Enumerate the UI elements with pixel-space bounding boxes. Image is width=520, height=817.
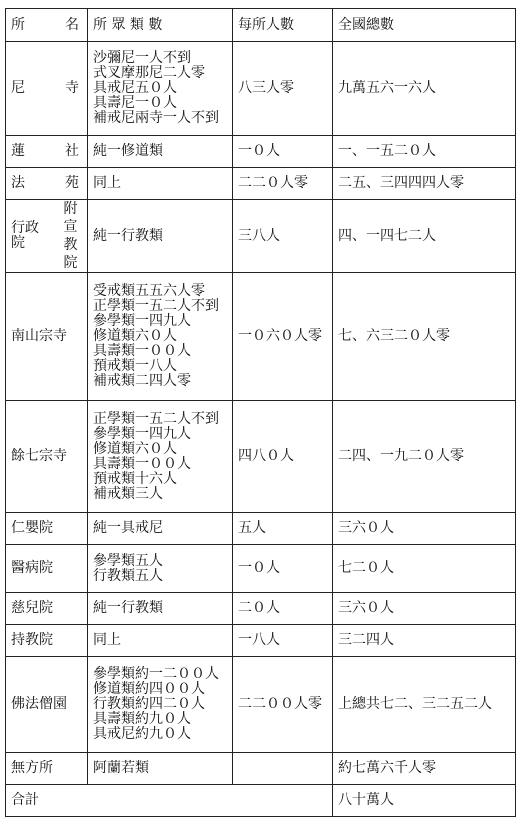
national-total-cell: 二四、一九二０人零 (333, 401, 516, 513)
category-line: 受戒類五五六人零 (93, 283, 205, 299)
category-cell (88, 593, 233, 625)
table-body (6, 9, 516, 817)
category-line: 參學類五人 (93, 552, 163, 569)
category-cell (88, 200, 233, 273)
per-site-cell: 四八０人 (233, 401, 333, 513)
national-total-cell: 三二四人 (333, 625, 516, 657)
category-line: 補戒尼兩寺一人不到 (93, 110, 219, 126)
national-total-cell: 約七萬六千人零 (333, 753, 516, 785)
site-name: 行政院 (11, 220, 39, 251)
category-line: 正學類一五二人不到 (93, 298, 219, 314)
category-line: 修道類六０人 (93, 440, 177, 457)
category-line: 行教類約四二０人 (93, 696, 205, 712)
site-name-cell: 佛法僧園 (6, 657, 88, 753)
table-row (6, 625, 516, 657)
national-total-cell: 九萬五六一六人 (333, 42, 516, 136)
table-row (6, 273, 516, 401)
national-total-cell: 三六０人 (333, 513, 516, 545)
per-site-cell: 一０人 (233, 136, 333, 168)
category-line: 具壽尼一０人 (93, 95, 177, 111)
per-site-cell: 八三人零 (233, 42, 333, 136)
category-cell (88, 657, 233, 753)
category-line: 具壽類約九０人 (93, 711, 191, 727)
per-site-cell: 二二０人零 (233, 168, 333, 200)
category-cell (88, 513, 233, 545)
note-bottom: 教院 (63, 237, 78, 271)
note-top: 附宣 (63, 201, 78, 235)
header-per-site: 每所人數 (233, 9, 333, 42)
category-line: 同上 (93, 632, 121, 648)
header-row (6, 9, 516, 42)
category-line: 式叉摩那尼二人零 (93, 65, 205, 81)
category-line: 補戒類三人 (93, 485, 163, 502)
national-total-cell: 七二０人 (333, 545, 516, 593)
table-row (6, 168, 516, 200)
site-name: 法 苑 (11, 175, 79, 191)
table-row (6, 401, 516, 513)
category-line: 具戒尼約九０人 (93, 726, 191, 742)
site-name-note (50, 200, 88, 272)
category-line: 同上 (93, 175, 121, 191)
table-row (6, 753, 516, 785)
site-name: 蓮 社 (11, 143, 79, 159)
category-line: 補戒類二四人零 (93, 373, 191, 389)
per-site-cell: 一０人 (233, 545, 333, 593)
category-line: 行教類五人 (93, 567, 163, 584)
category-cell (88, 753, 233, 785)
category-line: 具壽類一００人 (93, 343, 191, 359)
per-site-cell: 五人 (233, 513, 333, 545)
site-name-cell (6, 42, 88, 136)
site-name-cell (6, 168, 88, 200)
table-row (6, 42, 516, 136)
category-line: 預戒類十六人 (93, 470, 177, 487)
category-cell (88, 401, 233, 513)
footer-total: 八十萬人 (333, 785, 516, 817)
category-line: 沙彌尼一人不到 (93, 50, 191, 66)
per-site-cell: 三八人 (233, 200, 333, 273)
category-line: 修道類約四００人 (93, 681, 205, 697)
site-name-cell (6, 136, 88, 168)
site-name-cell: 持教院 (6, 625, 88, 657)
category-line: 參學類約一二００人 (93, 666, 219, 682)
per-site-cell: 一八人 (233, 625, 333, 657)
table-row (6, 593, 516, 625)
category-cell (88, 136, 233, 168)
site-name-cell: 醫病院 (6, 545, 88, 593)
footer-label: 合計 (6, 785, 333, 817)
national-total-cell: 一、一五二０人 (333, 136, 516, 168)
table-row (6, 513, 516, 545)
category-cell (88, 42, 233, 136)
category-line: 具壽類一００人 (93, 455, 191, 472)
header-name: 所 名 (6, 9, 88, 42)
national-total-cell: 上總共七二、三二五二人 (333, 657, 516, 753)
statistics-table (5, 8, 516, 817)
category-cell (88, 545, 233, 593)
category-line: 阿蘭若類 (93, 760, 149, 776)
site-name-cell: 慈兒院 (6, 593, 88, 625)
category-line: 具戒尼五０人 (93, 80, 177, 96)
category-line: 正學類一五二人不到 (93, 410, 219, 427)
table-row (6, 136, 516, 168)
table-row (6, 657, 516, 753)
site-name: 尼 寺 (11, 80, 79, 96)
category-cell (88, 168, 233, 200)
category-line: 修道類六０人 (93, 328, 177, 344)
category-line: 純一行教類 (93, 600, 163, 616)
category-line: 參學類一四九人 (93, 313, 191, 329)
site-name-cell: 無方所 (6, 753, 88, 785)
per-site-cell: 二二００人零 (233, 657, 333, 753)
site-name-cell (6, 200, 88, 273)
per-site-cell (233, 753, 333, 785)
category-line: 純一具戒尼 (93, 520, 163, 536)
site-name-cell: 仁嬰院 (6, 513, 88, 545)
national-total-cell: 四、一四七二人 (333, 200, 516, 273)
category-line: 純一行教類 (93, 227, 163, 244)
table-row (6, 545, 516, 593)
category-line: 純一修道類 (93, 143, 163, 159)
category-cell (88, 625, 233, 657)
category-line: 預戒類一八人 (93, 358, 177, 374)
table-row (6, 200, 516, 273)
header-category: 所 眾 類 數 (88, 9, 233, 42)
category-line: 參學類一四九人 (93, 425, 191, 442)
site-name-cell: 餘七宗寺 (6, 401, 88, 513)
national-total-cell: 七、六三二０人零 (333, 273, 516, 401)
national-total-cell: 三六０人 (333, 593, 516, 625)
header-national: 全國總數 (333, 9, 516, 42)
category-cell (88, 273, 233, 401)
per-site-cell: 二０人 (233, 593, 333, 625)
site-name-cell: 南山宗寺 (6, 273, 88, 401)
national-total-cell: 二五、三四四四人零 (333, 168, 516, 200)
per-site-cell: 一０六０人零 (233, 273, 333, 401)
footer-row (6, 785, 516, 817)
